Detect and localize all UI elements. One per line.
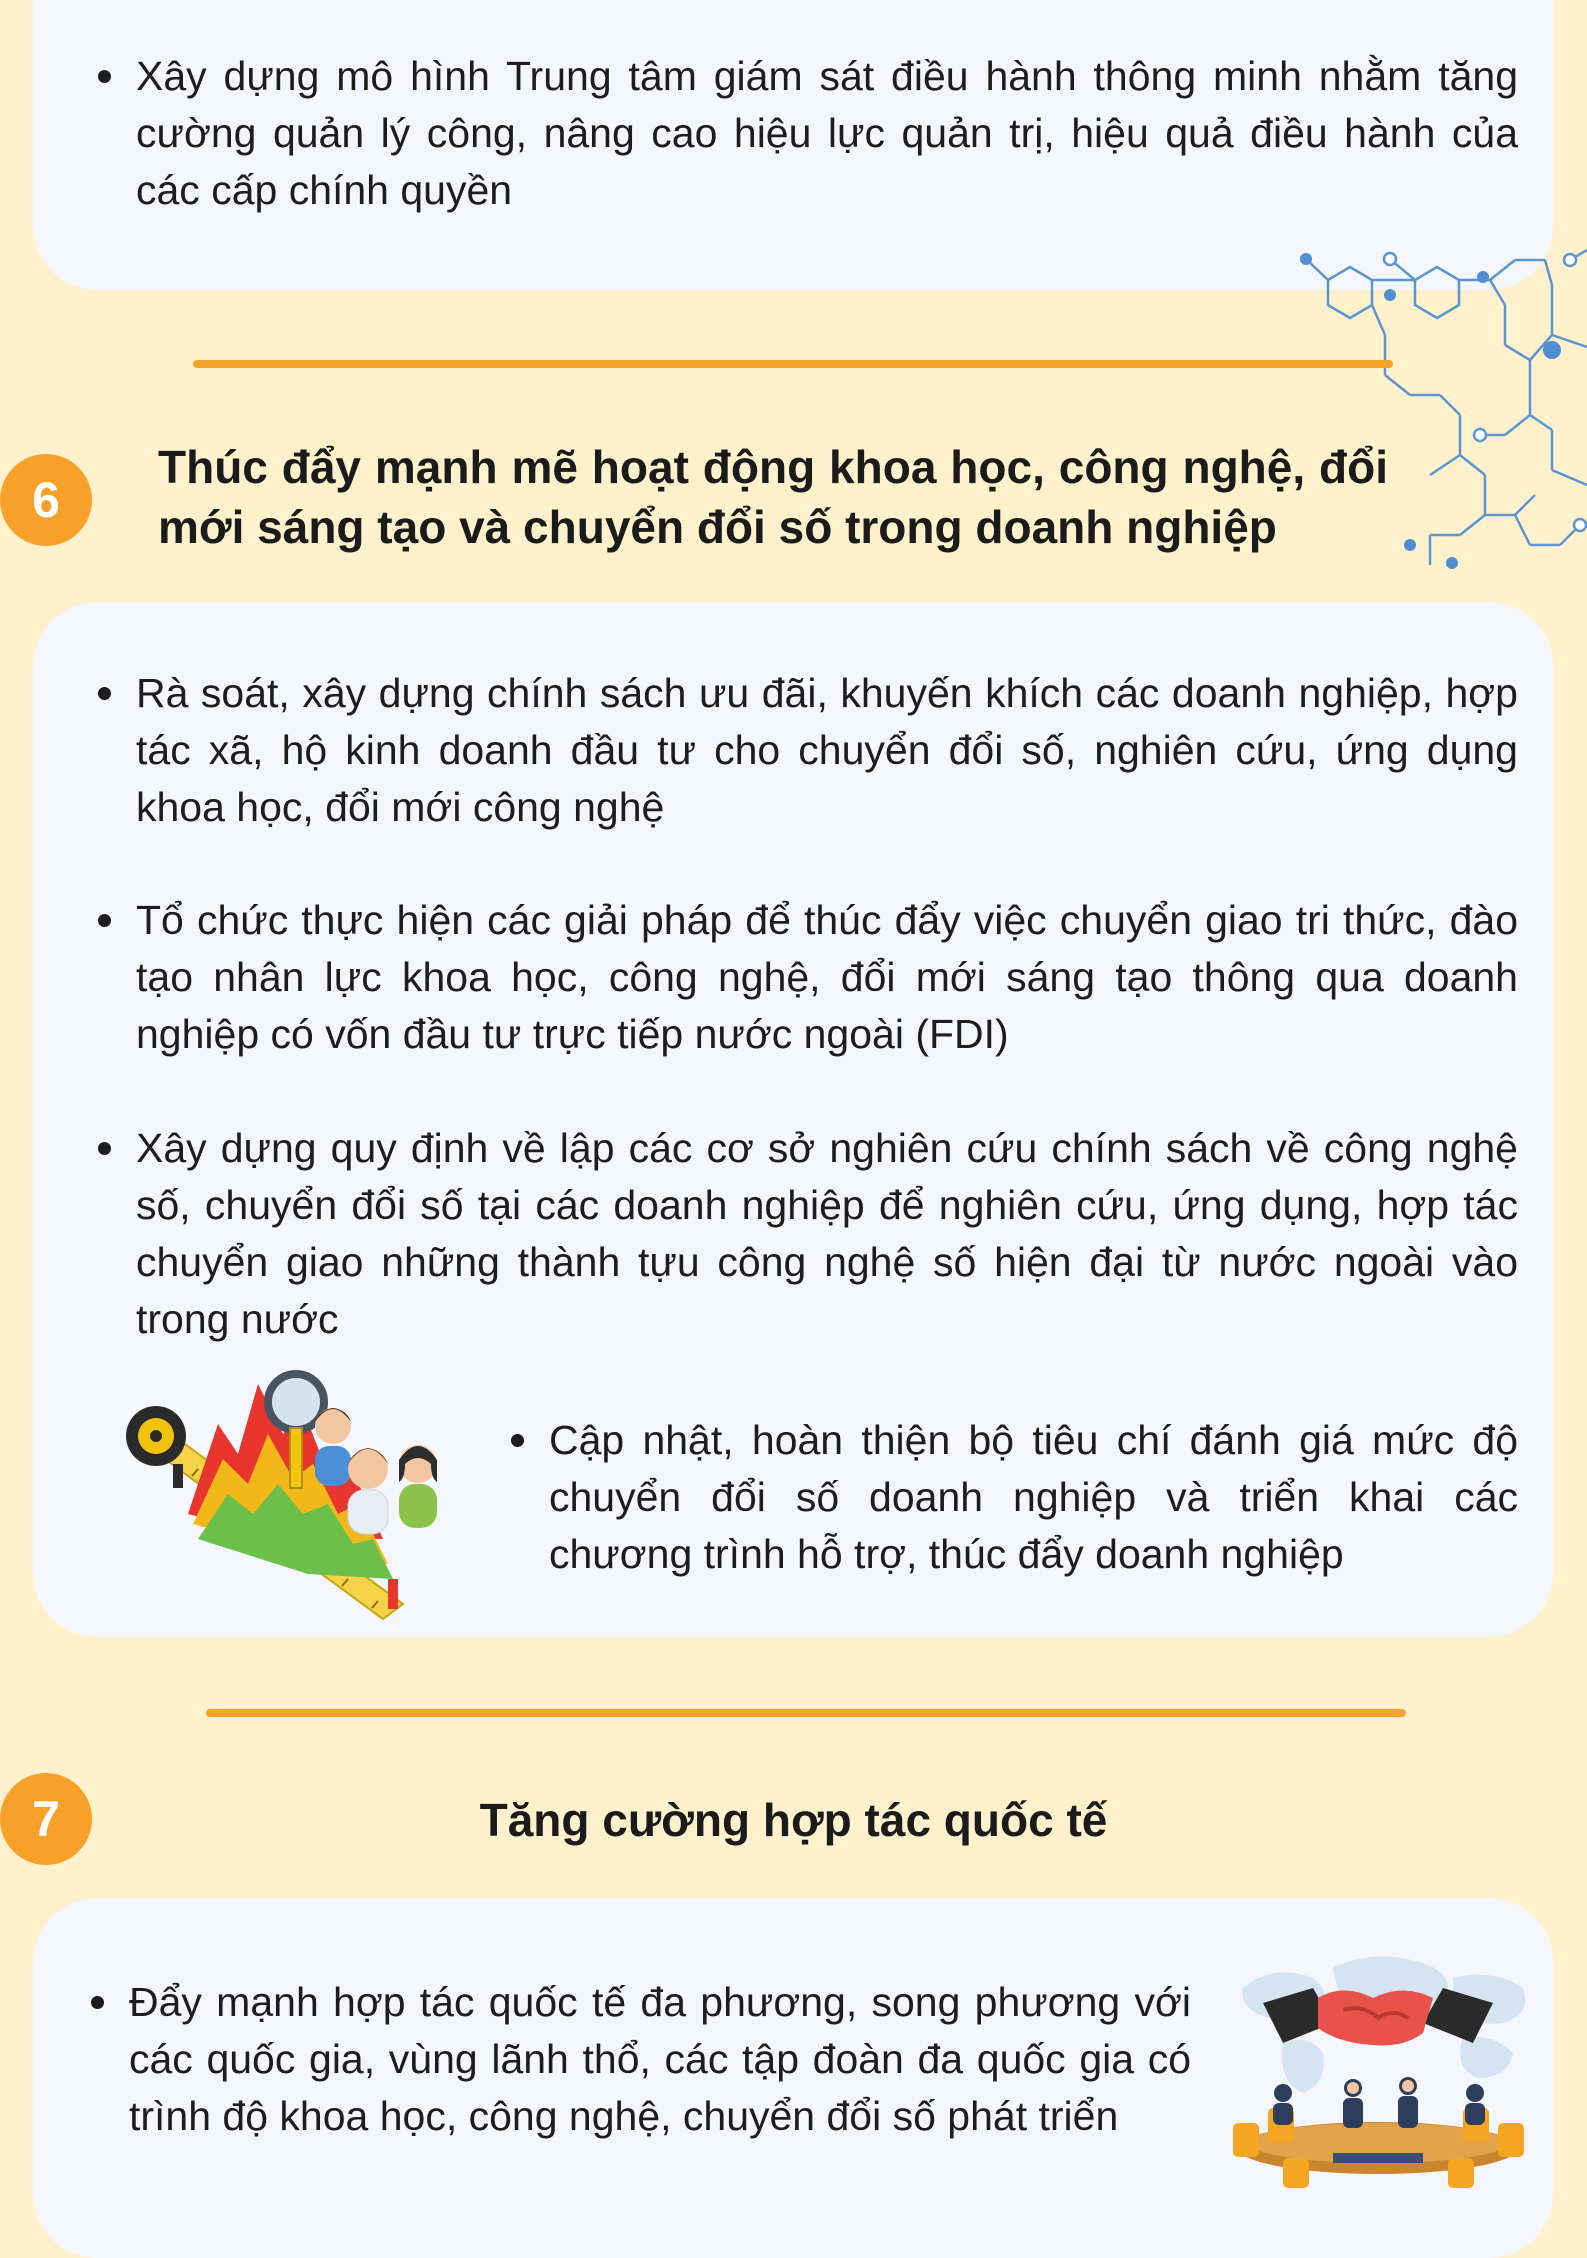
list-item: Xây dựng quy định về lập các cơ sở nghiên cứu chính sách về công nghệ số, chuyển đổi số tại các doanh nghiệp để nghiên cứu, ứng dụng, hợp tác chuyển giao những thành tựu công nghệ số hiện đại từ nước ngoài vào trong nước [98, 1120, 1518, 1348]
section-divider [193, 360, 1393, 368]
international-cooperation-illustration [1223, 1948, 1533, 2193]
business-analytics-illustration [118, 1364, 478, 1634]
list-item: Tổ chức thực hiện các giải pháp để thúc đẩy việc chuyển giao tri thức, đào tạo nhân lực khoa học, công nghệ, đổi mới sáng tạo thông qua doanh nghiệp có vốn đầu tư trực tiếp nước ngoài (FDI) [98, 892, 1518, 1063]
list-item: Cập nhật, hoàn thiện bộ tiêu chí đánh giá mức độ chuyển đổi số doanh nghiệp và triển khai các chương trình hỗ trợ, thúc đẩy doanh nghiệp [511, 1412, 1518, 1583]
list-item: Đẩy mạnh hợp tác quốc tế đa phương, song phương với các quốc gia, vùng lãnh thổ, các tập đoàn đa quốc gia có trình độ khoa học, công nghệ, chuyển đổi số phát triển [91, 1974, 1191, 2145]
list-item: Rà soát, xây dựng chính sách ưu đãi, khuyến khích các doanh nghiệp, hợp tác xã, hộ kinh doanh đầu tư cho chuyển đổi số, nghiên cứu, ứng dụng khoa học, đổi mới công nghệ [98, 665, 1518, 836]
list-item: Xây dựng mô hình Trung tâm giám sát điều hành thông minh nhằm tăng cường quản lý công, nâng cao hiệu lực quản trị, hiệu quả điều hành của các cấp chính quyền [98, 48, 1518, 219]
section-title: Tăng cường hợp tác quốc tế [479, 1794, 1108, 1846]
section-divider [206, 1709, 1406, 1717]
section-number-badge: 6 [0, 454, 92, 546]
section-7-card [33, 1898, 1553, 2258]
section-number-badge: 7 [0, 1773, 92, 1865]
section-title: Thúc đẩy mạnh mẽ hoạt động khoa học, công nghệ, đổi mới sáng tạo và chuyển đổi số trong doanh nghiệp [158, 441, 1388, 553]
section-6-card [33, 602, 1553, 1637]
